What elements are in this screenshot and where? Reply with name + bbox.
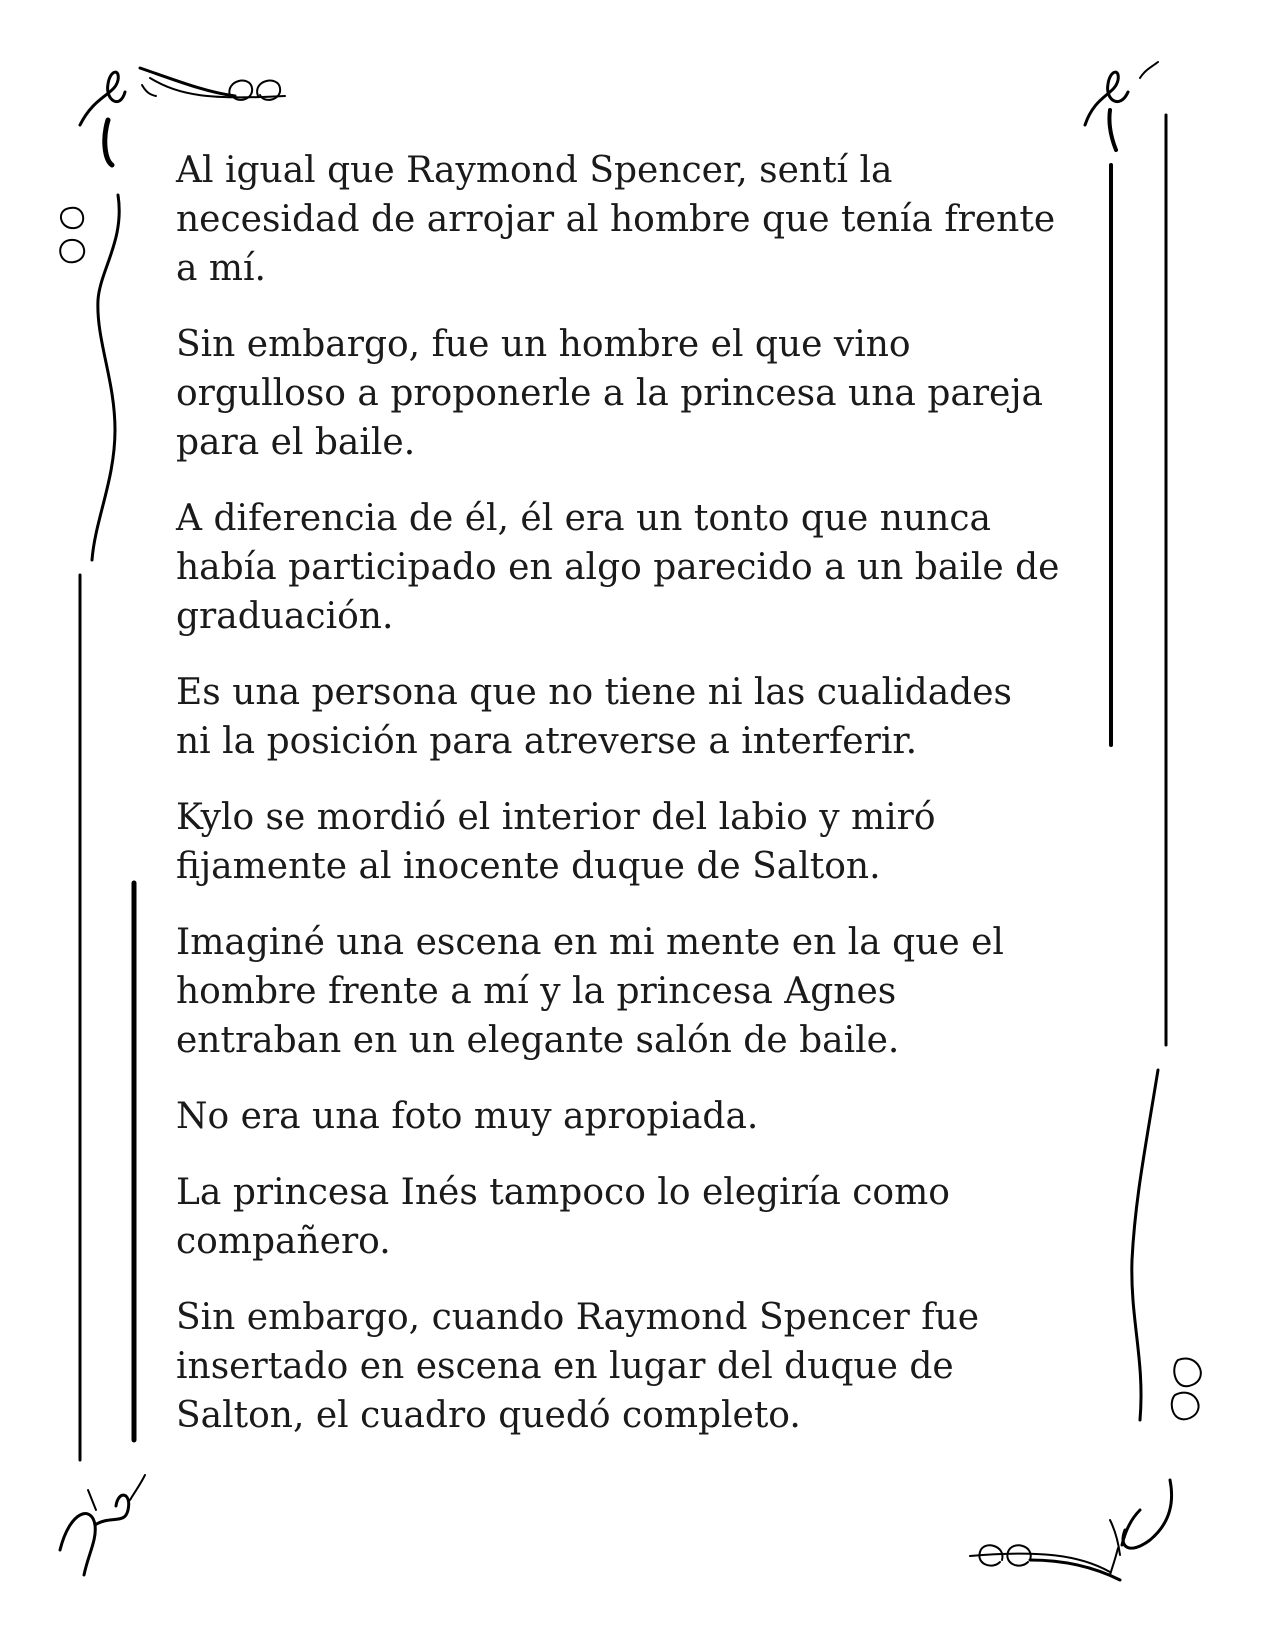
flourish-bottom-left <box>60 1475 145 1575</box>
paragraph-7: No era una foto muy apropiada. <box>176 1096 759 1137</box>
paragraph-5: Kylo se mordió el interior del labio y miró fijamente al inocente duque de Salton. <box>176 797 936 887</box>
flourish-top-right <box>1085 62 1158 150</box>
paragraph-8: La princesa Inés tampoco lo elegiría como compañero. <box>176 1172 950 1262</box>
paragraph-2: Sin embargo, fue un hombre el que vino orgulloso a proponerle a la princesa una pareja para el baile. <box>176 324 1043 463</box>
paragraph-9: Sin embargo, cuando Raymond Spencer fue insertado en escena en lugar del duque de Salton, el cuadro quedó completo. <box>176 1297 980 1436</box>
paragraph-4: Es una persona que no tiene ni las cualidades ni la posición para atreverse a interferir. <box>176 672 1012 762</box>
body-text <box>176 146 1106 1467</box>
paragraph-3: A diferencia de él, él era un tonto que nunca había participado en algo parecido a un baile de graduación. <box>176 498 1060 637</box>
paragraph-1: Al igual que Raymond Spencer, sentí la necesidad de arrojar al hombre que tenía frente a mí. <box>176 150 1056 289</box>
paragraph-6: Imaginé una escena en mi mente en la que el hombre frente a mí y la princesa Agnes entraban en un elegante salón de baile. <box>176 922 1004 1061</box>
